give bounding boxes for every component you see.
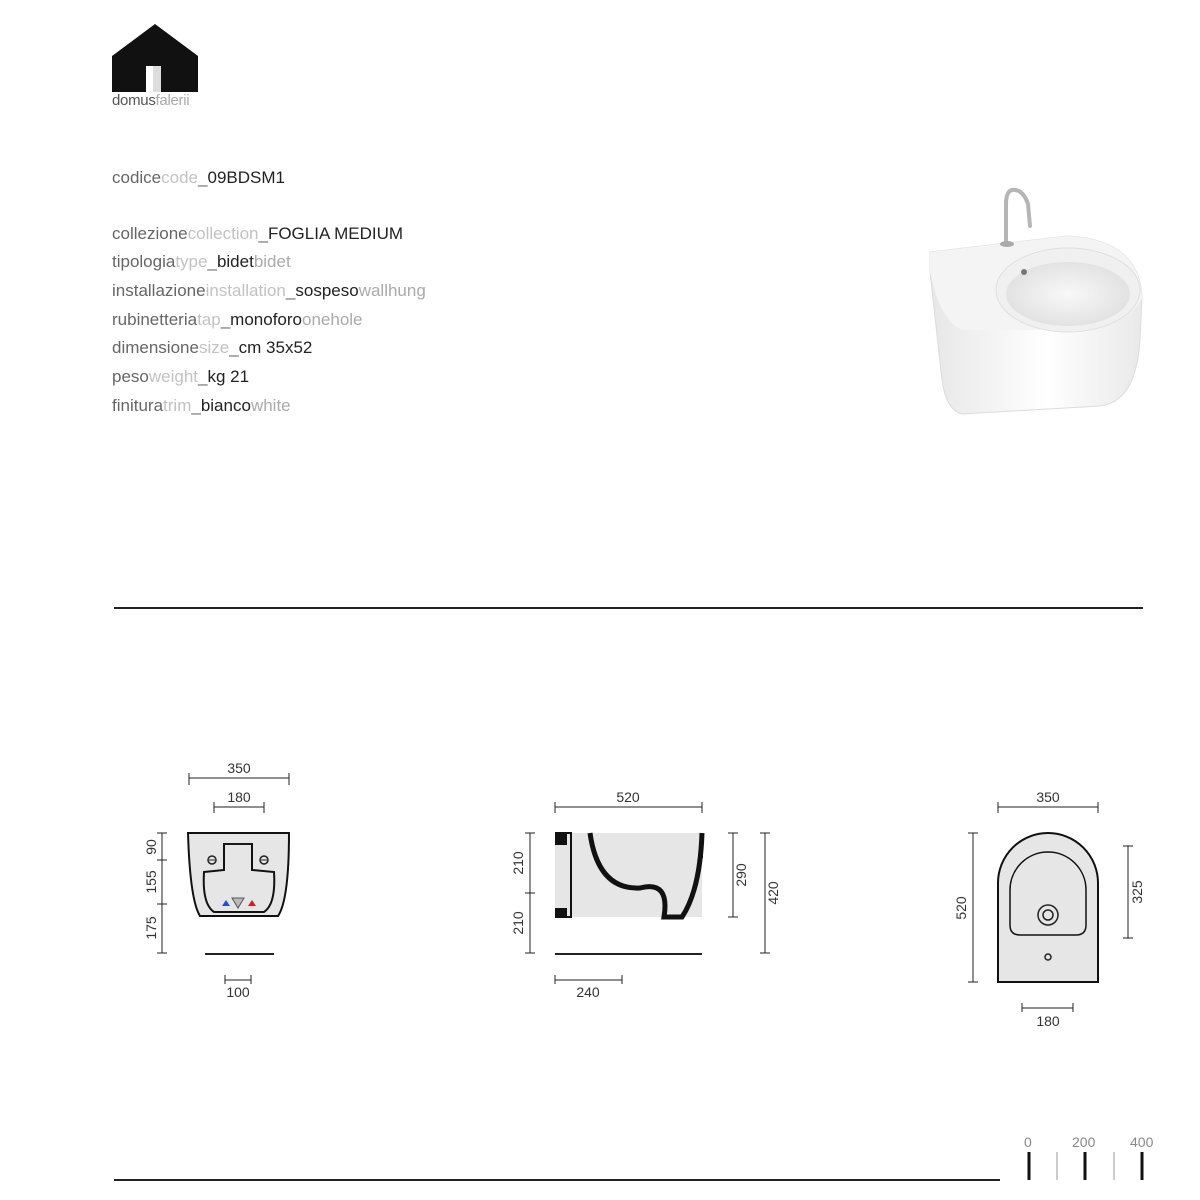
brand-part1: domus (112, 92, 156, 109)
scale-label-0: 0 (1024, 1134, 1032, 1150)
spec-value: sospeso (295, 281, 359, 301)
spec-value: cm 35x52 (238, 338, 313, 358)
spec-label: dimensione (112, 338, 199, 358)
product-image (918, 180, 1158, 440)
dim-rear-width: 350 (227, 760, 251, 776)
spec-label-en: installation (205, 281, 286, 301)
spec-label-en: tap (197, 309, 221, 329)
spec-separator: _ (258, 223, 268, 243)
spec-value: FOGLIA MEDIUM (267, 223, 404, 243)
spec-separator: _ (229, 338, 239, 358)
dim-top-width: 350 (1036, 789, 1060, 805)
dim-side-upper: 210 (510, 851, 526, 875)
spec-value: 09BDSM1 (207, 168, 285, 187)
spec-separator: _ (220, 309, 231, 329)
technical-drawings (0, 740, 1200, 1200)
spec-row-type (112, 248, 426, 277)
dim-side-length: 520 (616, 789, 640, 805)
dim-side-lower: 210 (510, 911, 526, 935)
spec-label: codice (112, 168, 162, 187)
spec-value-en: white (250, 395, 291, 415)
house-icon (112, 24, 198, 92)
dim-rear-h3: 175 (143, 916, 159, 940)
spec-value: bidet (216, 252, 254, 272)
spec-label-en: weight (148, 367, 199, 387)
brand-part2: falerii (155, 92, 190, 109)
scale-label-400: 400 (1130, 1134, 1154, 1150)
spec-row-weight (112, 363, 426, 392)
scale-label-200: 200 (1072, 1134, 1096, 1150)
rear-view-drawing (157, 773, 289, 984)
dim-rear-h2: 155 (143, 870, 159, 894)
spec-label: installazione (112, 281, 206, 301)
spec-value-en: onehole (302, 309, 363, 329)
dim-rear-h1: 90 (143, 839, 159, 855)
spec-separator: _ (198, 168, 208, 187)
dim-top-length: 520 (953, 896, 969, 920)
spec-separator: _ (207, 252, 217, 272)
spec-label: collezione (112, 223, 188, 243)
spec-list (112, 164, 426, 421)
spec-label-en: code (161, 168, 199, 187)
spec-value-en: wallhung (358, 281, 426, 301)
top-divider (114, 607, 1143, 609)
top-view-drawing (968, 802, 1133, 1012)
spec-separator: _ (285, 281, 296, 301)
dim-side-420: 420 (765, 881, 781, 905)
spec-value: monoforo (230, 309, 302, 329)
dim-rear-bottom: 100 (226, 984, 250, 1000)
dim-side-bottom: 240 (576, 984, 600, 1000)
dim-top-depth: 325 (1129, 880, 1145, 904)
spec-separator: _ (198, 367, 208, 387)
brand-logo (112, 24, 202, 109)
spec-row-installation (112, 277, 426, 306)
spec-row-size (112, 334, 426, 363)
spec-label-en: trim (163, 395, 192, 415)
spec-separator: _ (191, 395, 201, 415)
spec-label: finitura (112, 395, 164, 415)
spec-label: tipologia (112, 252, 176, 272)
brand-wordmark (112, 93, 202, 109)
spec-value-en: bidet (253, 252, 291, 272)
dim-rear-holes: 180 (227, 789, 251, 805)
spec-label-en: type (175, 252, 208, 272)
dim-top-bottom: 180 (1036, 1013, 1060, 1029)
spec-row-code (112, 164, 426, 193)
spec-row-collection (112, 220, 426, 249)
side-view-drawing (525, 802, 770, 984)
scale-bar (1020, 1150, 1150, 1186)
dim-side-290: 290 (733, 863, 749, 887)
spec-label: rubinetteria (112, 309, 198, 329)
spec-label-en: collection (187, 223, 259, 243)
spec-row-trim (112, 392, 426, 421)
spec-label-en: size (198, 338, 230, 358)
spec-row-tap (112, 306, 426, 335)
spec-value: kg 21 (207, 367, 250, 387)
spec-value: bianco (200, 395, 251, 415)
spec-label: peso (112, 367, 149, 387)
